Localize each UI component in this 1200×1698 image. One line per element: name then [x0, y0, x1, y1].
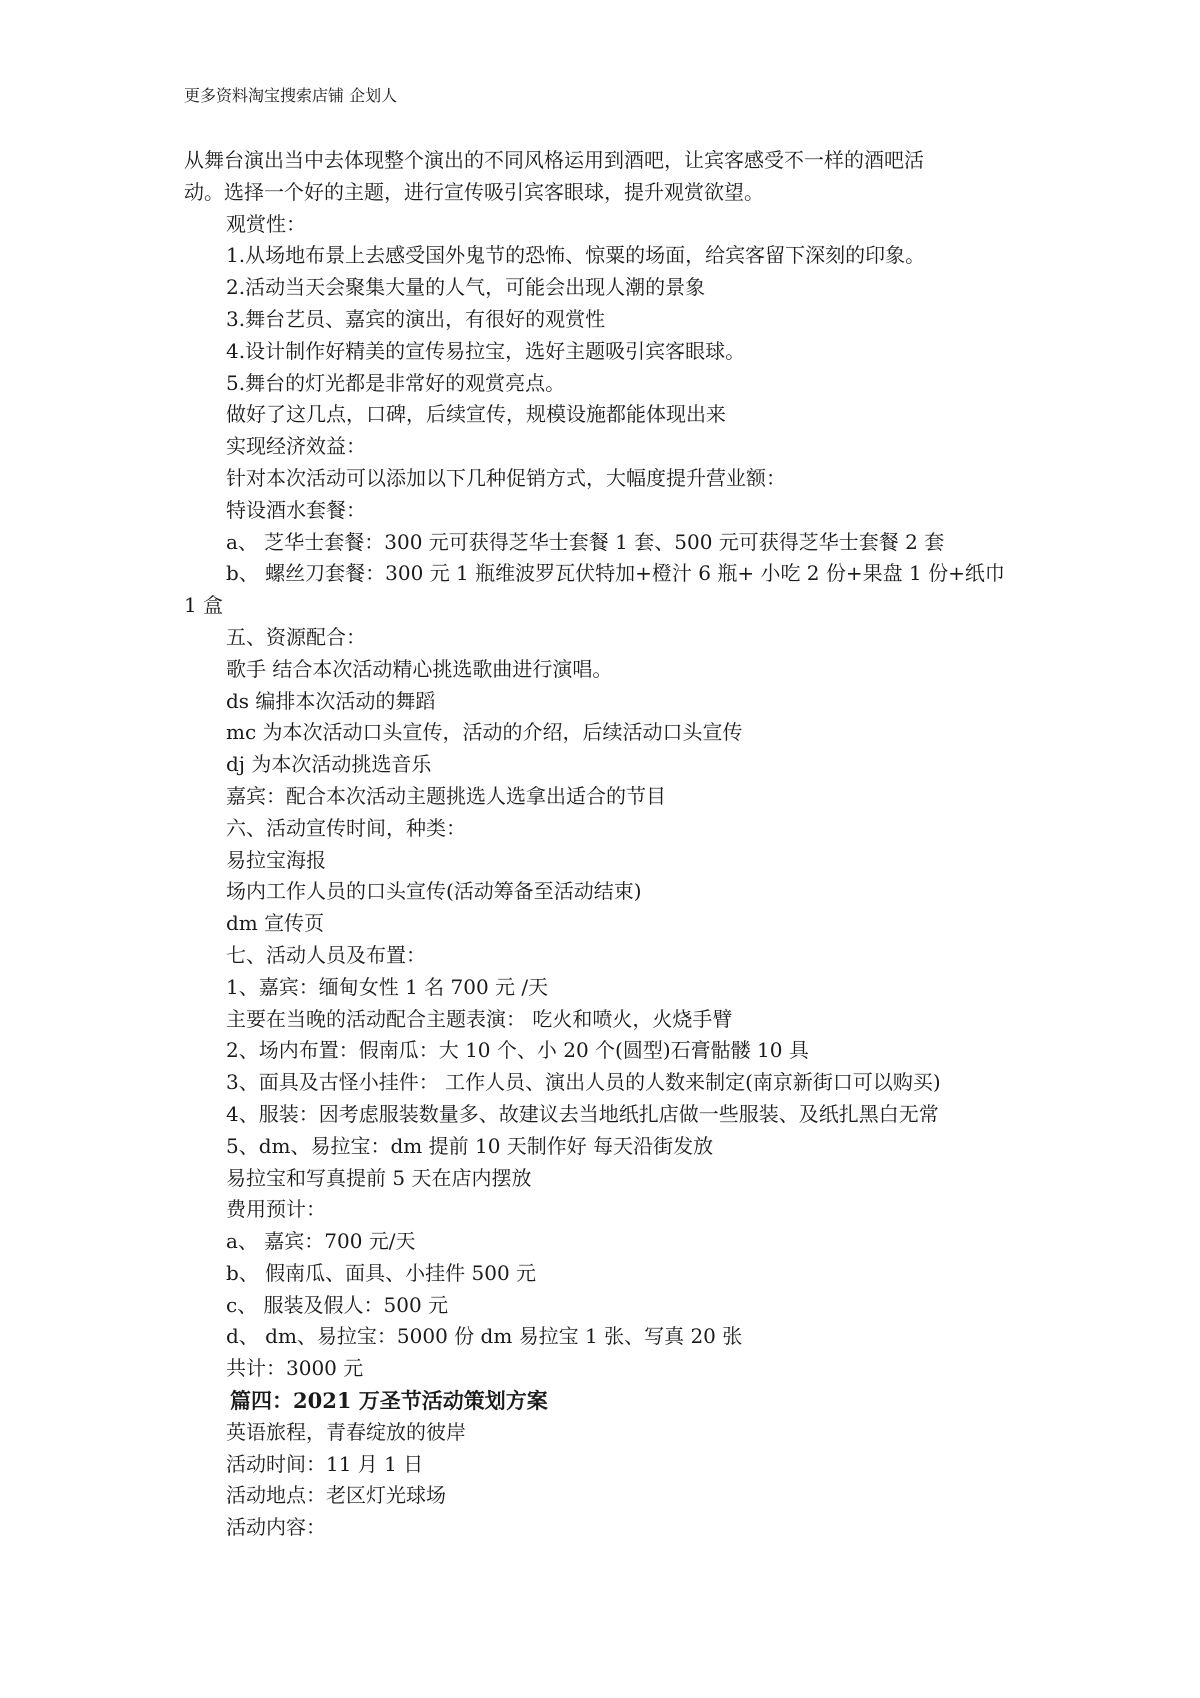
text-line: 针对本次活动可以添加以下几种促销方式，大幅度提升营业额： — [226, 465, 786, 490]
text-line: dj 为本次活动挑选音乐 — [226, 752, 432, 777]
text-line: 主要在当晚的活动配合主题表演： 吃火和喷火，火烧手臂 — [226, 1006, 733, 1031]
text-line: b、 螺丝刀套餐：300 元 1 瓶维波罗瓦伏特加+橙汁 6 瓶+ 小吃 2 份+果盘 1 份+纸巾 — [226, 561, 1005, 586]
text-line: 动。选择一个好的主题，进行宣传吸引宾客眼球，提升观赏欲望。 — [184, 179, 764, 204]
text-line: ds 编排本次活动的舞蹈 — [226, 688, 436, 713]
text-line: 从舞台演出当中去体现整个演出的不同风格运用到酒吧，让宾客感受不一样的酒吧活 — [184, 148, 924, 172]
text-line: 六、活动宣传时间，种类： — [226, 815, 466, 840]
text-line: 嘉宾：配合本次活动主题挑选人选拿出适合的节目 — [226, 783, 666, 808]
text-line: 4.设计制作好精美的宣传易拉宝，选好主题吸引宾客眼球。 — [226, 338, 746, 363]
text-line: a、 芝华士套餐：300 元可获得芝华士套餐 1 套、500 元可获得芝华士套餐 2 套 — [226, 529, 945, 554]
page-header: 更多资料淘宝搜索店铺 企划人 — [184, 86, 398, 105]
text-line: 1 盒 — [184, 593, 224, 618]
text-line: 易拉宝和写真提前 5 天在店内摆放 — [226, 1165, 532, 1190]
text-line: a、 嘉宾：700 元/天 — [226, 1229, 416, 1254]
text-line: 5.舞台的灯光都是非常好的观赏亮点。 — [226, 370, 566, 395]
text-line: 1.从场地布景上去感受国外鬼节的恐怖、惊粟的场面，给宾客留下深刻的印象。 — [226, 243, 926, 268]
text-line: 活动地点：老区灯光球场 — [226, 1483, 446, 1508]
text-line: 实现经济效益： — [226, 434, 366, 459]
text-line: d、 dm、易拉宝：5000 份 dm 易拉宝 1 张、写真 20 张 — [226, 1324, 743, 1349]
text-line: 活动内容： — [226, 1515, 326, 1540]
text-line: 共计：3000 元 — [226, 1356, 364, 1381]
text-line: 观赏性： — [226, 211, 306, 236]
text-line: c、 服装及假人：500 元 — [226, 1292, 449, 1317]
text-line: 费用预计： — [226, 1197, 326, 1222]
text-line: 3、面具及古怪小挂件： 工作人员、演出人员的人数来制定(南京新街口可以购买) — [226, 1070, 941, 1095]
text-line: b、 假南瓜、面具、小挂件 500 元 — [226, 1260, 537, 1285]
document-body — [184, 145, 1044, 1544]
text-line: 2.活动当天会聚集大量的人气，可能会出现人潮的景象 — [226, 275, 706, 300]
text-line: 易拉宝海报 — [226, 847, 326, 872]
text-line: 活动时间：11 月 1 日 — [226, 1451, 424, 1476]
text-line: 场内工作人员的口头宣传(活动筹备至活动结束) — [226, 879, 642, 904]
text-line: 3.舞台艺员、嘉宾的演出，有很好的观赏性 — [226, 306, 606, 331]
text-line: 2、场内布置：假南瓜：大 10 个、小 20 个(圆型)石膏骷髅 10 具 — [226, 1038, 809, 1063]
text-line: mc 为本次活动口头宣传，活动的介绍，后续活动口头宣传 — [226, 720, 743, 745]
text-line: dm 宣传页 — [226, 911, 325, 936]
text-line: 1、嘉宾：缅甸女性 1 名 700 元 /天 — [226, 974, 549, 999]
text-line: 歌手 结合本次活动精心挑选歌曲进行演唱。 — [226, 656, 613, 681]
text-line: 七、活动人员及布置： — [226, 942, 426, 967]
section-heading: 篇四：2021 万圣节活动策划方案 — [230, 1388, 548, 1414]
text-line: 五、资源配合： — [226, 624, 366, 649]
text-line: 5、dm、易拉宝：dm 提前 10 天制作好 每天沿街发放 — [226, 1133, 714, 1158]
text-line: 英语旅程，青春绽放的彼岸 — [226, 1419, 466, 1444]
text-line: 特设酒水套餐： — [226, 497, 366, 522]
text-line: 做好了这几点，口碑，后续宣传，规模设施都能体现出来 — [226, 402, 726, 427]
text-line: 4、服装：因考虑服装数量多、故建议去当地纸扎店做一些服装、及纸扎黑白无常 — [226, 1101, 939, 1126]
